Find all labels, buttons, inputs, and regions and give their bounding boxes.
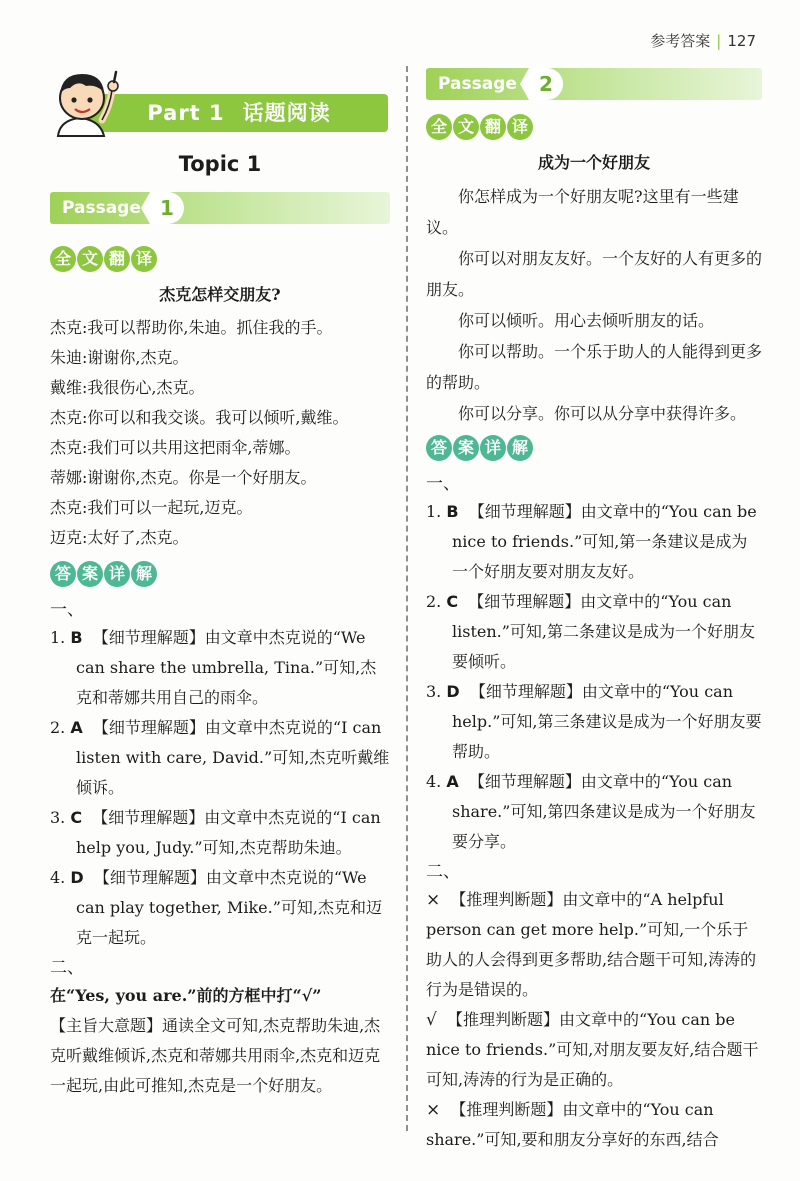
answer-number: 1. <box>426 502 442 521</box>
part-banner <box>50 62 390 134</box>
paragraph: 你可以倾听。用心去倾听朋友的话。 <box>458 311 715 330</box>
heading-char: 翻 <box>480 114 506 140</box>
heading-char: 文 <box>453 114 479 140</box>
answer-letter: A <box>70 718 83 737</box>
heading-char: 文 <box>77 246 103 272</box>
part-bar <box>90 94 388 132</box>
dialogue-line: 杰克:我可以帮助你,朱迪。抓住我的手。 <box>50 318 333 337</box>
translation-heading <box>426 114 762 140</box>
passage-2-bar <box>426 68 762 100</box>
heading-char: 翻 <box>104 246 130 272</box>
explanation-text: 【主旨大意题】通读全文可知,杰克帮助朱迪,杰克听戴维倾诉,杰克和蒂娜共用雨伞,杰克和迈克一起玩,由此可推知,杰克是一个好朋友。 <box>50 1016 381 1095</box>
header-separator: | <box>716 32 722 50</box>
part-label: Part 1 <box>147 101 225 125</box>
judgement-mark: × <box>426 890 441 910</box>
dialogue-line: 朱迪:谢谢你,杰克。 <box>50 348 189 367</box>
left-column <box>50 60 390 1141</box>
paragraph: 你可以分享。你可以从分享中获得许多。 <box>458 404 747 423</box>
article-title: 成为一个好朋友 <box>537 153 650 172</box>
heading-char: 案 <box>77 561 103 587</box>
answer-letter: D <box>446 682 460 701</box>
answer-number: 2. <box>50 718 66 737</box>
answer-text: 【细节理解题】由文章中的“You can listen.”可知,第二条建议是成为一个好朋友要倾听。 <box>452 592 756 671</box>
answer-letter: C <box>446 592 459 611</box>
judgement-item <box>426 1005 762 1095</box>
dialogue-line: 蒂娜:谢谢你,杰克。你是一个好朋友。 <box>50 468 317 487</box>
heading-char: 答 <box>426 435 452 461</box>
answer-item <box>426 587 762 677</box>
passage-number: 1 <box>150 192 184 224</box>
answer-heading <box>426 435 762 461</box>
header-section: 参考答案 <box>650 32 711 50</box>
passage-number: 2 <box>529 68 563 100</box>
dialogue-line: 迈克:太好了,杰克。 <box>50 528 189 547</box>
answer-text: 【细节理解题】由文章中杰克说的“We can share the umbrella, Tina.”可知,杰克和蒂娜共用自己的雨伞。 <box>76 628 377 707</box>
judgement-item <box>426 1095 762 1155</box>
judgement-text: 【推理判断题】由文章中的“You can share.”可知,要和朋友分享好的东西,结合 <box>426 1100 719 1149</box>
cartoon-boy-icon <box>50 62 130 144</box>
answer-letter: B <box>70 628 83 647</box>
answer-number: 2. <box>426 592 442 611</box>
answer-letter: C <box>70 808 83 827</box>
passage-label: Passage <box>62 198 141 218</box>
dialogue-line: 杰克:我们可以共用这把雨伞,蒂娜。 <box>50 438 301 457</box>
section-two-marker: 二、 <box>50 958 84 978</box>
part-title: 话题阅读 <box>242 101 331 125</box>
column-divider <box>406 66 408 1131</box>
heading-char: 详 <box>104 561 130 587</box>
answer-number: 3. <box>426 682 442 701</box>
answer-number: 1. <box>50 628 66 647</box>
dialogue-line: 杰克:我们可以一起玩,迈克。 <box>50 498 253 517</box>
answer-item <box>50 803 390 863</box>
heading-char: 全 <box>50 246 76 272</box>
right-column <box>426 60 763 1149</box>
section-one-marker: 一、 <box>426 474 460 494</box>
topic-title: Topic 1 <box>178 152 262 176</box>
judgement-mark: √ <box>426 1010 437 1030</box>
paragraph: 你可以对朋友友好。一个友好的人有更多的朋友。 <box>426 249 763 299</box>
judgement-item <box>426 885 762 1005</box>
instruction-line: 在“Yes, you are.”前的方框中打“√” <box>50 986 322 1005</box>
answer-item <box>426 677 762 767</box>
judgement-text: 【推理判断题】由文章中的“A helpful person can get more help.”可知,一个乐于助人的人会得到更多帮助,结合题干可知,涛涛的行为是错误的。 <box>426 890 757 999</box>
answer-text: 【细节理解题】由文章中的“You can help.”可知,第三条建议是成为一个好朋友要帮助。 <box>452 682 762 761</box>
section-two-marker: 二、 <box>426 862 460 882</box>
answer-letter: D <box>70 868 84 887</box>
answer-item <box>50 863 390 953</box>
heading-char: 全 <box>426 114 452 140</box>
answer-letter: A <box>446 772 459 791</box>
answer-text: 【细节理解题】由文章中杰克说的“I can help you, Judy.”可知,杰克帮助朱迪。 <box>76 808 381 857</box>
answer-letter: B <box>446 502 459 521</box>
heading-char: 答 <box>50 561 76 587</box>
dialogue <box>50 313 390 553</box>
answer-number: 4. <box>50 868 66 887</box>
passage-1-bar <box>50 192 390 224</box>
judgement-text: 【推理判断题】由文章中的“You can be nice to friends.”可知,对朋友要友好,结合题干可知,涛涛的行为是正确的。 <box>426 1010 759 1089</box>
translation-heading <box>50 246 390 272</box>
page-header <box>650 30 756 51</box>
answer-item <box>426 767 762 857</box>
dialogue-line: 戴维:我很伤心,杰克。 <box>50 378 205 397</box>
answer-item <box>426 497 762 587</box>
answer-text: 【细节理解题】由文章中杰克说的“I can listen with care, David.”可知,杰克听戴维倾诉。 <box>76 718 390 797</box>
heading-char: 解 <box>507 435 533 461</box>
answer-text: 【细节理解题】由文章中的“You can share.”可知,第四条建议是成为一个好朋友要分享。 <box>452 772 756 851</box>
heading-char: 译 <box>507 114 533 140</box>
paragraph: 你可以帮助。一个乐于助人的人能得到更多的帮助。 <box>426 342 763 392</box>
passage-label: Passage <box>438 74 517 94</box>
heading-char: 译 <box>131 246 157 272</box>
page-number: 127 <box>727 32 756 50</box>
answer-text: 【细节理解题】由文章中的“You can be nice to friends.”可知,第一条建议是成为一个好朋友要对朋友友好。 <box>452 502 757 581</box>
heading-char: 案 <box>453 435 479 461</box>
answer-number: 4. <box>426 772 442 791</box>
judgement-mark: × <box>426 1100 441 1120</box>
answer-number: 3. <box>50 808 66 827</box>
answer-text: 【细节理解题】由文章中杰克说的“We can play together, Mike.”可知,杰克和迈克一起玩。 <box>76 868 382 947</box>
answer-item <box>50 623 390 713</box>
paragraph: 你怎样成为一个好朋友呢?这里有一些建议。 <box>426 187 739 237</box>
answer-heading <box>50 561 390 587</box>
dialogue-line: 杰克:你可以和我交谈。我可以倾听,戴维。 <box>50 408 349 427</box>
heading-char: 解 <box>131 561 157 587</box>
article-title: 杰克怎样交朋友? <box>159 285 281 304</box>
heading-char: 详 <box>480 435 506 461</box>
answer-item <box>50 713 390 803</box>
section-one-marker: 一、 <box>50 600 84 620</box>
